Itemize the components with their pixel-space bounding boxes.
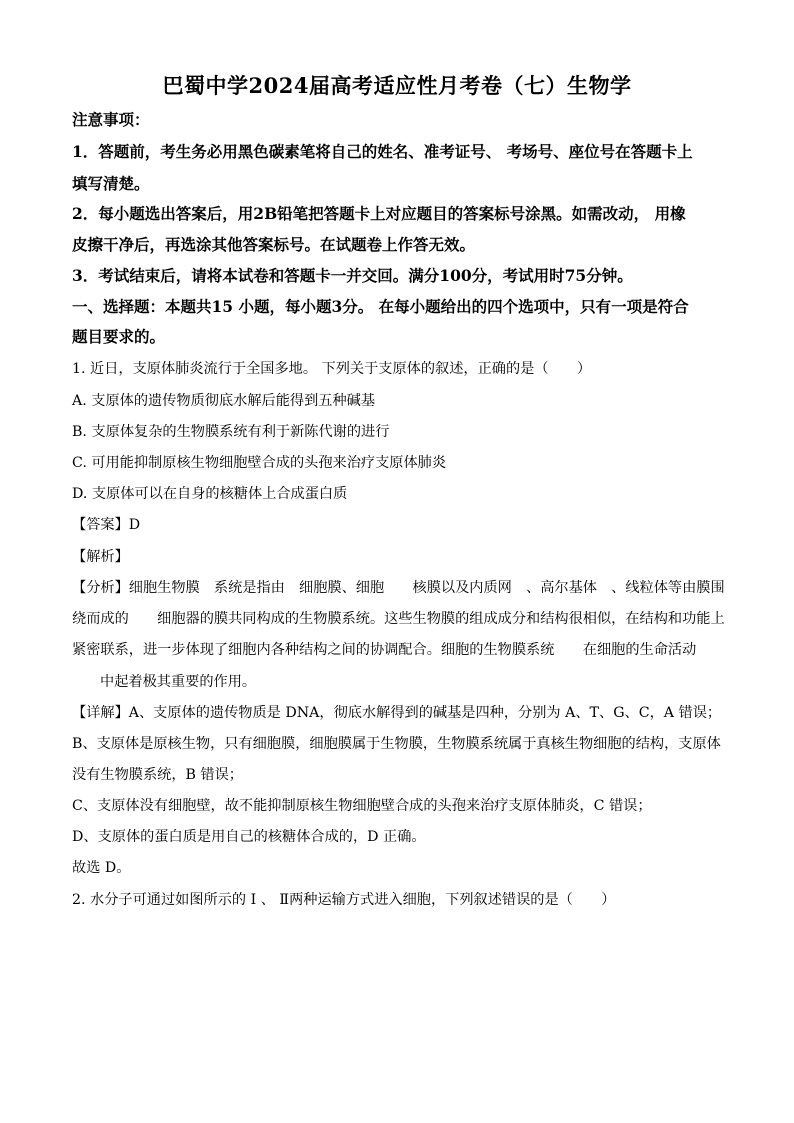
analysis-line: 【分析】细胞生物膜 系统是指由 细胞膜、细胞 核膜以及内质网 、高尔基体 、线粒体等由膜围	[72, 580, 725, 596]
notice-line: 2．每小题选出答案后，用2B铅笔把答题卡上对应题目的答案标号涂黑。如需改动， 用橡	[72, 204, 686, 223]
detail-line: C、支原体没有细胞壁，故不能抑制原核生物细胞壁合成的头孢来治疗支原体肺炎，C 错误；	[72, 798, 652, 814]
section-heading: 题目要求的。	[72, 327, 166, 346]
notice-line: 1．答题前，考生务必用黑色碳素笔将自己的姓名、准考证号、 考场号、座位号在答题卡上	[72, 142, 693, 161]
notice-line: 皮擦干净后，再选涂其他答案标号。在试题卷上作答无效。	[72, 235, 476, 254]
notice-heading: 注意事项：	[72, 110, 150, 129]
detail-line: 【详解】A、支原体的遗传物质是 DNA，彻底水解得到的碱基是四种，分别为 A、T、G、C，A 错误；	[72, 705, 722, 721]
question-option: A. 支原体的遗传物质彻底水解后能得到五种碱基	[72, 393, 376, 409]
question-option: D. 支原体可以在自身的核糖体上合成蛋白质	[72, 486, 348, 502]
analysis-heading: 【解析】	[72, 549, 129, 565]
analysis-line: 紧密联系，进一步体现了细胞内各种结构之间的协调配合。细胞的生物膜系统 在细胞的生命活动	[72, 642, 697, 658]
answer-label: 【答案】D	[72, 517, 141, 533]
question-stem: 1. 近日，支原体肺炎流行于全国多地。 下列关于支原体的叙述，正确的是（ ）	[72, 361, 592, 377]
question-option: B. 支原体复杂的生物膜系统有利于新陈代谢的进行	[72, 424, 390, 440]
notice-line: 填写清楚。	[72, 174, 150, 193]
question-option: C. 可用能抑制原核生物细胞壁合成的头孢来治疗支原体肺炎	[72, 455, 447, 471]
detail-line: B、支原体是原核生物，只有细胞膜，细胞膜属于生物膜，生物膜系统属于真核生物细胞的结构，支原体	[72, 736, 721, 752]
section-heading: 一、选择题：本题共15 小题，每小题3分。 在每小题给出的四个选项中，只有一项是符合	[72, 297, 689, 316]
analysis-line: 绕而成的 细胞器的膜共同构成的生物膜系统。这些生物膜的组成成分和结构很相似，在结构和功能上	[72, 611, 725, 627]
notice-line: 3．考试结束后，请将本试卷和答题卡一并交回。满分100分，考试用时75分钟。	[72, 266, 633, 285]
detail-line: 没有生物膜系统，B 错误；	[72, 767, 243, 783]
detail-line: 故选 D。	[72, 860, 131, 876]
analysis-line: 中起着极其重要的作用。	[100, 674, 257, 690]
detail-line: D、支原体的蛋白质是用自己的核糖体合成的，D 正确。	[72, 829, 426, 845]
page-title: 巴蜀中学2024届高考适应性月考卷（七）生物学	[162, 73, 632, 98]
question-stem: 2. 水分子可通过如图所示的 Ⅰ 、 Ⅱ两种运输方式进入细胞，下列叙述错误的是（ ）	[72, 892, 616, 908]
